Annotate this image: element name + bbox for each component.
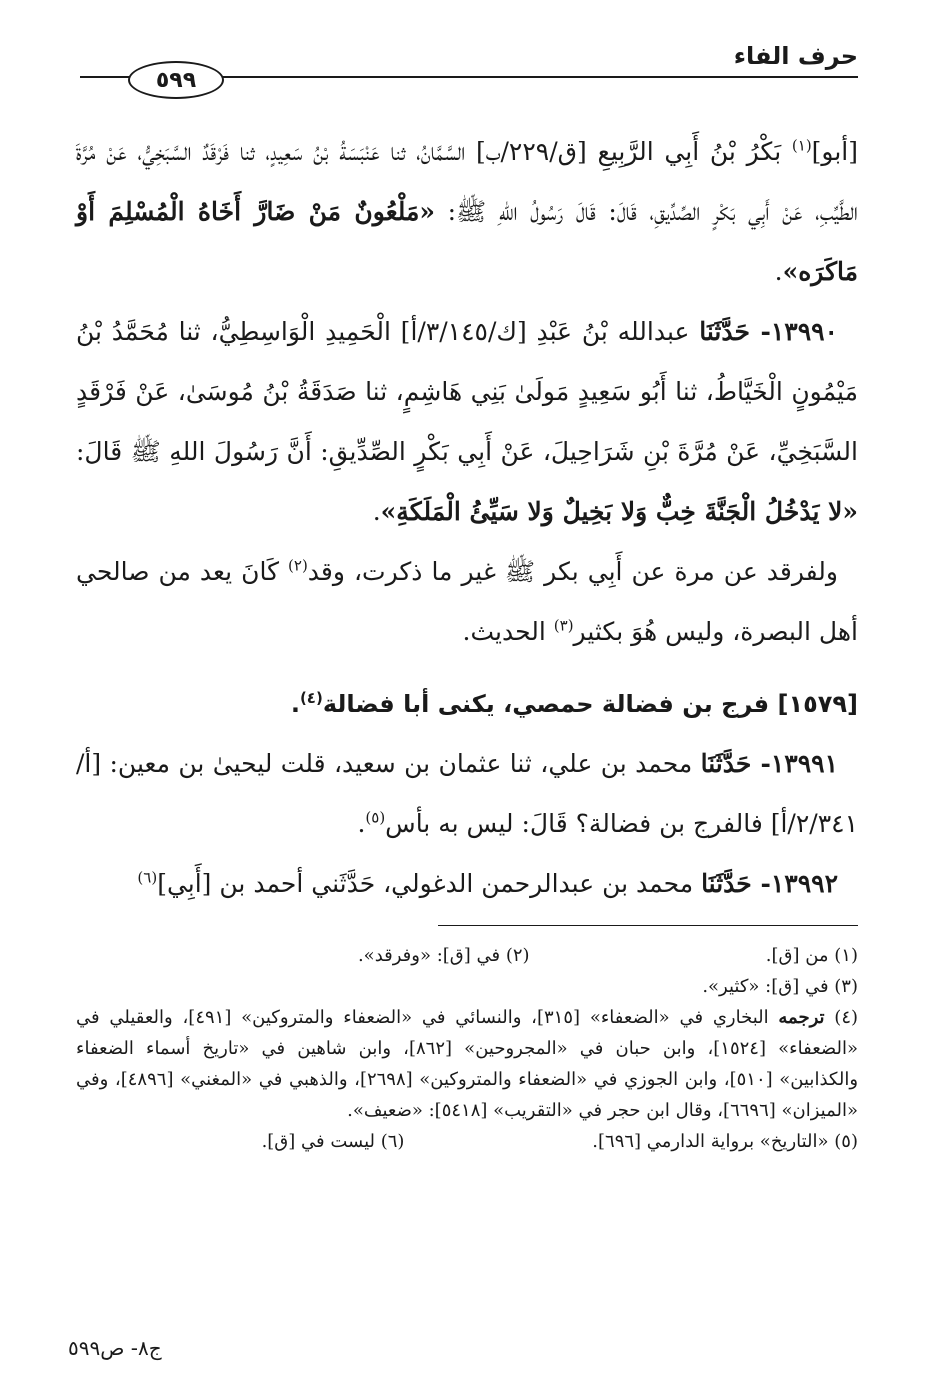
narration-keyword: حَدَّثَنَا (700, 749, 752, 778)
footnote-ref-3: (٣) (553, 616, 574, 635)
page-number-badge: ٥٩٩ (128, 61, 224, 99)
footnote-row (76, 1126, 858, 1157)
paragraph-commentary (76, 542, 858, 662)
footnotes (76, 940, 858, 1157)
footnote-ref-2: (٢) (288, 556, 308, 575)
footnote-4 (76, 1002, 858, 1126)
text-segment: عبدالله بْنُ عَبْدِ [ك/٣/١٤٥/أ] الْحَمِيدِ الْوَاسِطِيُّ، ثنا مُحَمَّدُ بْنُ مَيْمُونٍ الْخَيَّاطُ، ثنا أَبُو سَعِيدٍ مَولَىٰ بَنِي هَاشِمٍ، ثنا صَدَقَةُ بْنُ مُوسَىٰ، عَنْ فَرْقَدٍ السَّبَخِيِّ، عَنْ مُرَّةَ بْنِ شَرَاحِيلَ، عَنْ أَبِي بَكْرٍ الصِّدِّيقِ: أَنَّ رَسُولَ اللهِ ﷺ قَالَ: (76, 317, 858, 466)
footnote-1: (١) من [ق]. (765, 945, 858, 966)
text-segment: . (357, 809, 366, 838)
page-footer: ج٨- ص٥٩٩ (68, 1336, 162, 1360)
text-segment: [أبو] (811, 137, 858, 166)
hadith-text: «لا يَدْخُلُ الْجَنَّةَ خِبٌّ وَلا بَخِيلٌ وَلا سَيِّئُ الْمَلَكَةِ» (380, 497, 858, 526)
text-segment: محمد بن عبدالرحمن الدغولي، حَدَّثَني أحمد بن [أَبِي] (157, 869, 702, 898)
text-segment: محمد بن علي، ثنا عثمان بن سعيد، قلت ليحيىٰ بن معين: [أ/٢/٣٤١/أ] فالفرج بن فضالة؟ قَالَ: ليس به بأس (76, 749, 858, 838)
hadith-number: ١٣٩٩١- (751, 749, 838, 778)
text-segment: . (774, 257, 783, 286)
footnote-rule (438, 925, 858, 926)
text-segment: . (372, 497, 381, 526)
text-segment: . (290, 690, 300, 718)
footnote-ref-4: (٤) (299, 689, 323, 707)
text-segment: ولفرقد عن مرة عن أَبِي بكر ﷺ غير ما ذكرت، وقد (307, 557, 838, 586)
footnote-keyword: ترجمه (778, 1007, 825, 1028)
footnote-row (76, 940, 858, 971)
paragraph-13992 (76, 854, 858, 914)
narration-keyword: حَدَّثَنَا (699, 317, 750, 346)
paragraph-1 (76, 122, 858, 302)
footnote-5: (٥) «التاريخ» برواية الدارمي [٦٩٦]. (592, 1131, 858, 1152)
hadith-number: ١٣٩٩٠- (749, 317, 838, 346)
footnote-ref-5: (٥) (365, 808, 386, 827)
footnote-ref-6: (٦) (137, 868, 158, 887)
hadith-text: «مَلْعُونٌ مَنْ ضَارَّ أَخَاهُ الْمُسْلِمَ أَوْ مَاكَرَه» (76, 197, 858, 286)
paragraph-13990 (76, 302, 858, 542)
footnote-3: (٣) في [ق]: «كثير». (702, 976, 858, 997)
narration-keyword: حَدَّثَنَا (701, 869, 752, 898)
entry-title: [١٥٧٩] فرج بن فضالة حمصي، يكنى أبا فضالة (322, 690, 858, 718)
text-segment: الحديث. (462, 617, 554, 646)
entry-heading (76, 674, 858, 734)
hadith-number: ١٣٩٩٢- (751, 869, 838, 898)
footnote-6: (٦) ليست في [ق]. (261, 1131, 405, 1152)
footnote-2: (٢) في [ق]: «وفرقد». (357, 945, 530, 966)
main-text (76, 122, 858, 914)
footnote-label: (٤) (824, 1007, 859, 1028)
text-segment: كَانَ يعد من صالحي أهل البصرة، وليس هُوَ بكثير (76, 557, 858, 646)
paragraph-13991 (76, 734, 858, 854)
footnote-text: البخاري في «الضعفاء» [٣١٥]، والنسائي في «الضعفاء والمتروكين» [٤٩١]، والعقيلي في «الضعفاء» [١٥٢٤]، وابن حبان في «المجروحين» [٨٦٢]، وابن شاهين في «تاريخ أسماء الضعفاء والكذابين» [٥١٠]، وابن الجوزي في «الضعفاء والمتروكين» [٢٦٩٨]، والذهبي في «المغني» [٤٨٩٦]، وفي «الميزان» [٦٦٩٦]، وقال ابن حجر في «التقريب» [٥٤١٨]: «ضعيف». (76, 1007, 859, 1121)
text-segment: بَكْرُ بْنُ أَبِي الرَّبِيعِ [ق/٢٢٩/ب] السَّمَّانُ، ثنا عَنْبَسَةُ بْنُ سَعِيدٍ، ثنا فَرْقَدٌ السَّبَخِيُّ، عَنْ مُرَّةَ الطَّيِّبِ، عَنْ أَبِي بَكْرٍ الصِّدِّيقِ، قَالَ: قَالَ رَسُولُ اللهِ ﷺ: (76, 137, 858, 226)
footnote-ref-1: (١) (791, 136, 812, 155)
chapter-title: حرف الفاء (733, 42, 858, 70)
